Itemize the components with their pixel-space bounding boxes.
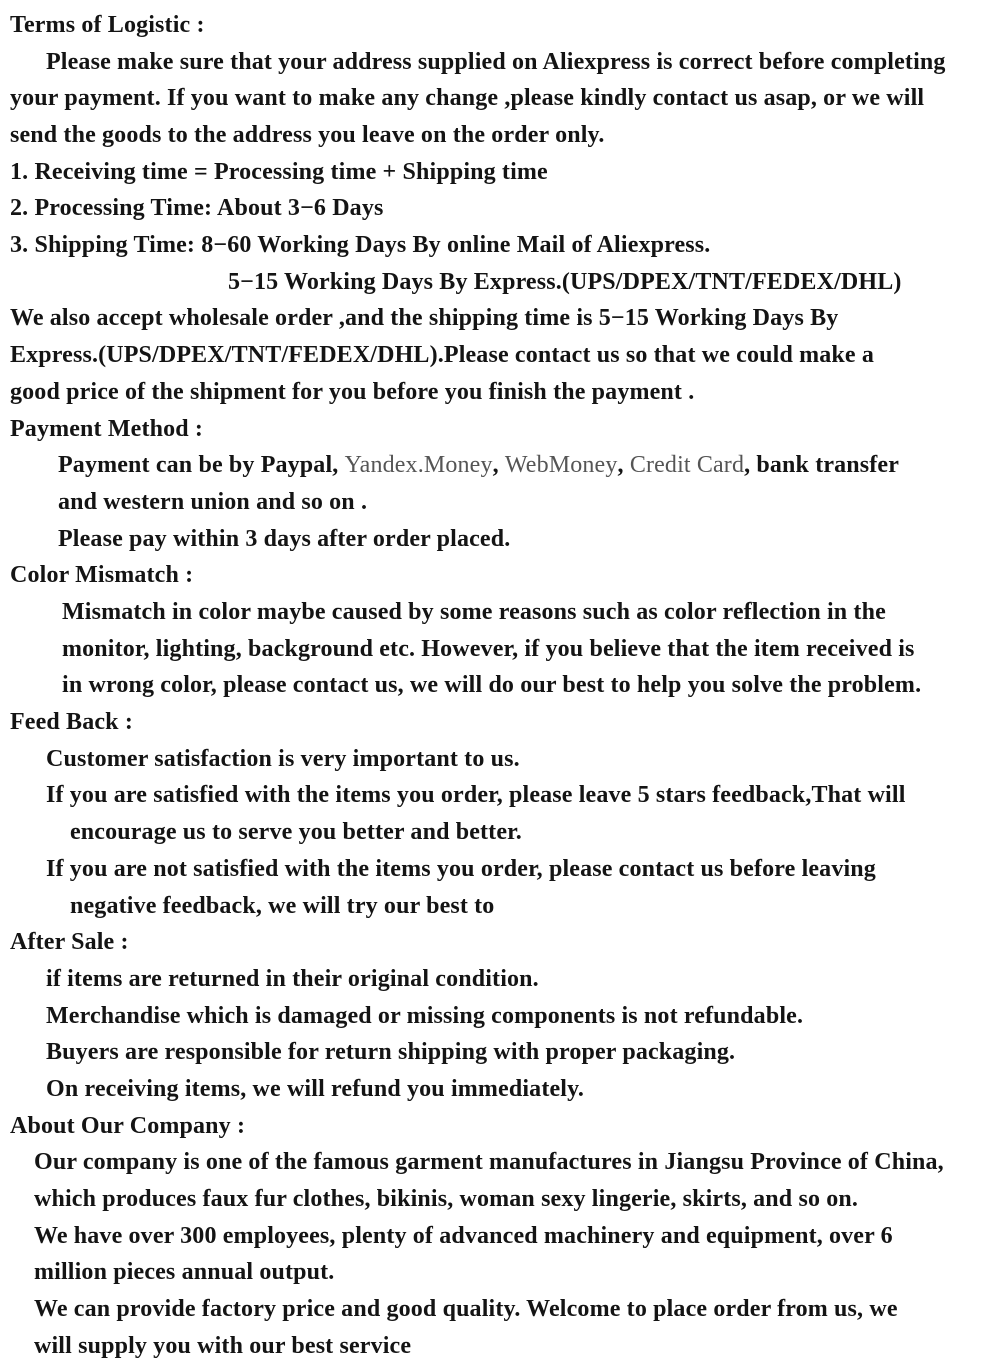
company-heading: About Our Company : <box>10 1113 246 1139</box>
color-line: Mismatch in color maybe caused by some reasons such as color reflection in the <box>62 599 886 625</box>
feedback-line: If you are not satisfied with the items you order, please contact us before leaving <box>46 856 876 882</box>
company-line: We have over 300 employees, plenty of advanced machinery and equipment, over 6 <box>34 1223 893 1249</box>
company-line: will supply you with our best service <box>34 1333 412 1359</box>
after-sale-line: if items are returned in their original condition. <box>46 966 539 992</box>
feedback-line: Customer satisfaction is very important to us. <box>46 746 520 772</box>
after-sale-line: Merchandise which is damaged or missing components is not refundable. <box>46 1003 804 1029</box>
logistic-wholesale-line: good price of the shipment for you before you finish the payment . <box>10 379 695 405</box>
logistic-intro-line: send the goods to the address you leave on the order only. <box>10 122 605 148</box>
feedback-line: If you are satisfied with the items you order, please leave 5 stars feedback,That will <box>46 782 906 808</box>
logistic-wholesale-line: Express.(UPS/DPEX/TNT/FEDEX/DHL).Please contact us so that we could make a <box>10 342 874 368</box>
logistic-express-line: 5−15 Working Days By Express.(UPS/DPEX/TNT/FEDEX/DHL) <box>228 269 902 295</box>
payment-yandex: Yandex.Money <box>344 452 493 478</box>
logistic-wholesale-line: We also accept wholesale order ,and the shipping time is 5−15 Working Days By <box>10 305 839 331</box>
logistic-intro-line: Please make sure that your address supplied on Aliexpress is correct before completing <box>46 49 946 75</box>
company-line: We can provide factory price and good quality. Welcome to place order from us, we <box>34 1296 898 1322</box>
after-sale-heading: After Sale : <box>10 929 129 955</box>
color-heading: Color Mismatch : <box>10 562 194 588</box>
after-sale-line: Buyers are responsible for return shipping with proper packaging. <box>46 1039 736 1065</box>
after-sale-line: On receiving items, we will refund you immediately. <box>46 1076 585 1102</box>
logistic-intro-line: your payment. If you want to make any change ,please kindly contact us asap, or we will <box>10 85 925 111</box>
payment-prefix: Payment can be by Paypal, <box>58 452 345 478</box>
logistic-item: 2. Processing Time: About 3−6 Days <box>10 195 384 221</box>
company-line: which produces faux fur clothes, bikinis, woman sexy lingerie, skirts, and so on. <box>34 1186 859 1212</box>
company-line: million pieces annual output. <box>34 1259 335 1285</box>
logistic-heading: Terms of Logistic : <box>10 12 205 38</box>
payment-line: and western union and so on . <box>58 489 368 515</box>
payment-heading: Payment Method : <box>10 416 204 442</box>
logistic-item: 1. Receiving time = Processing time + Shipping time <box>10 159 548 185</box>
payment-sep: , <box>617 452 630 478</box>
payment-webmoney: WebMoney <box>504 452 618 478</box>
color-line: monitor, lighting, background etc. However, if you believe that the item received is <box>62 636 915 662</box>
feedback-line: negative feedback, we will try our best to <box>70 893 495 919</box>
logistic-item: 3. Shipping Time: 8−60 Working Days By online Mail of Aliexpress. <box>10 232 711 258</box>
payment-line: Please pay within 3 days after order placed. <box>58 526 511 552</box>
company-line: Our company is one of the famous garment manufactures in Jiangsu Province of China, <box>34 1149 944 1175</box>
feedback-line: encourage us to serve you better and better. <box>70 819 522 845</box>
payment-suffix: , bank transfer <box>744 452 900 478</box>
payment-credit-card: Credit Card <box>629 452 745 478</box>
feedback-heading: Feed Back : <box>10 709 133 735</box>
payment-sep: , <box>492 452 505 478</box>
color-line: in wrong color, please contact us, we will do our best to help you solve the problem. <box>62 672 922 698</box>
payment-methods-line <box>58 447 899 484</box>
